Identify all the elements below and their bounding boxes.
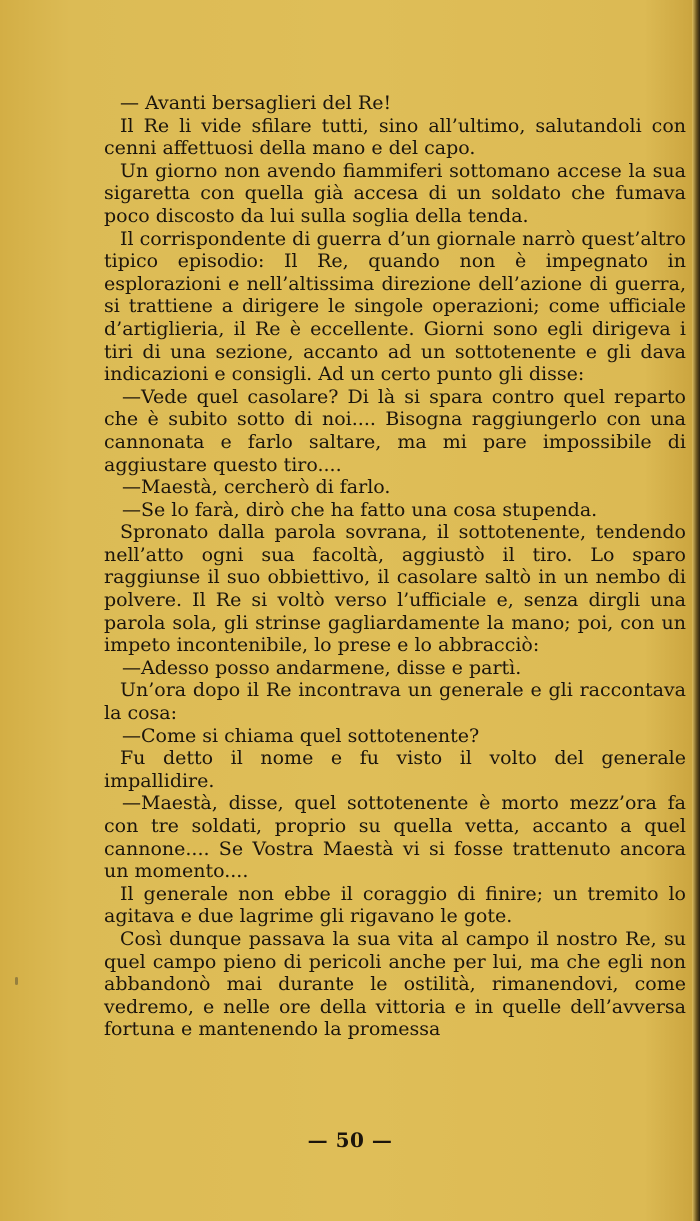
body-text (104, 92, 686, 1041)
dialog-line: —Maestà, disse, quel sottotenente è morto mezz’ora fa con tre soldati, proprio su quella vetta, accanto a quel cannone.... Se Vostra Maestà vi si fosse trattenuto ancora un momento.... (104, 792, 686, 883)
page-number: — 50 — (307, 1128, 393, 1152)
page-edge (692, 0, 700, 1221)
paragraph: Il Re li vide sfilare tutti, sino all’ultimo, salutandoli con cenni affettuosi della mano e del capo. (104, 114, 686, 160)
dialog-line: —Come si chiama quel sottotenente? (122, 724, 480, 747)
paragraph: — Avanti bersaglieri del Re! (120, 92, 392, 114)
dialog-line: —Se lo farà, dirò che ha fatto una cosa stupenda. (122, 498, 598, 521)
paragraph: Il generale non ebbe il coraggio di finire; un tremito lo agitava e due lagrime gli rigavano le gote. (104, 882, 686, 928)
dialog-line: —Vede quel casolare? Di là si spara contro quel reparto che è subito sotto di noi.... Bisogna raggiungerlo con una cannonata e farlo saltare, ma mi pare impossibile di aggiustare questo tiro.... (104, 385, 686, 476)
paragraph: Un’ora dopo il Re incontrava un generale e gli raccontava la cosa: (104, 679, 686, 725)
paragraph: Un giorno non avendo fiammiferi sottomano accese la sua sigaretta con quella già accesa di un soldato che fumava poco discosto da lui sulla soglia della tenda. (104, 159, 686, 227)
dialog-line: —Adesso posso andarmene, disse e partì. (122, 656, 522, 679)
paragraph: Spronato dalla parola sovrana, il sottotenente, tendendo nell’atto ogni sua facoltà, aggiustò il tiro. Lo sparo raggiunse il suo obbiettivo, il casolare saltò in un nembo di polvere. Il Re si voltò verso l’ufficiale e, senza dirgli una parola sola, gli strinse gagliardamente la mano; poi, con un impeto incontenibile, lo prese e lo abbracciò: (104, 521, 686, 657)
dialog-line: —Maestà, cercherò di farlo. (122, 476, 391, 499)
paragraph: Il corrispondente di guerra d’un giornale narrò quest’altro tipico episodio: Il Re, quando non è impegnato in esplorazioni e nell’altissima direzione dell’azione di guerra, si trattiene a dirigere le singole operazioni; come ufficiale d’artiglieria, il Re è eccellente. Giorni sono egli dirigeva i tiri di una sezione, accanto ad un sottotenente e gli dava indicazioni e consigli. Ad un certo punto gli disse: (104, 227, 686, 386)
paragraph: Così dunque passava la sua vita al campo il nostro Re, su quel campo pieno di pericoli anche per lui, ma che egli non abbandonò mai durante le ostilità, rimanendovi, come vedremo, e nelle ore della vittoria e in quelle dell’avversa fortuna e mantenendo la promessa (104, 927, 686, 1041)
paper-speck (15, 977, 18, 985)
paragraph: Fu detto il nome e fu visto il volto del generale impallidire. (104, 747, 686, 792)
